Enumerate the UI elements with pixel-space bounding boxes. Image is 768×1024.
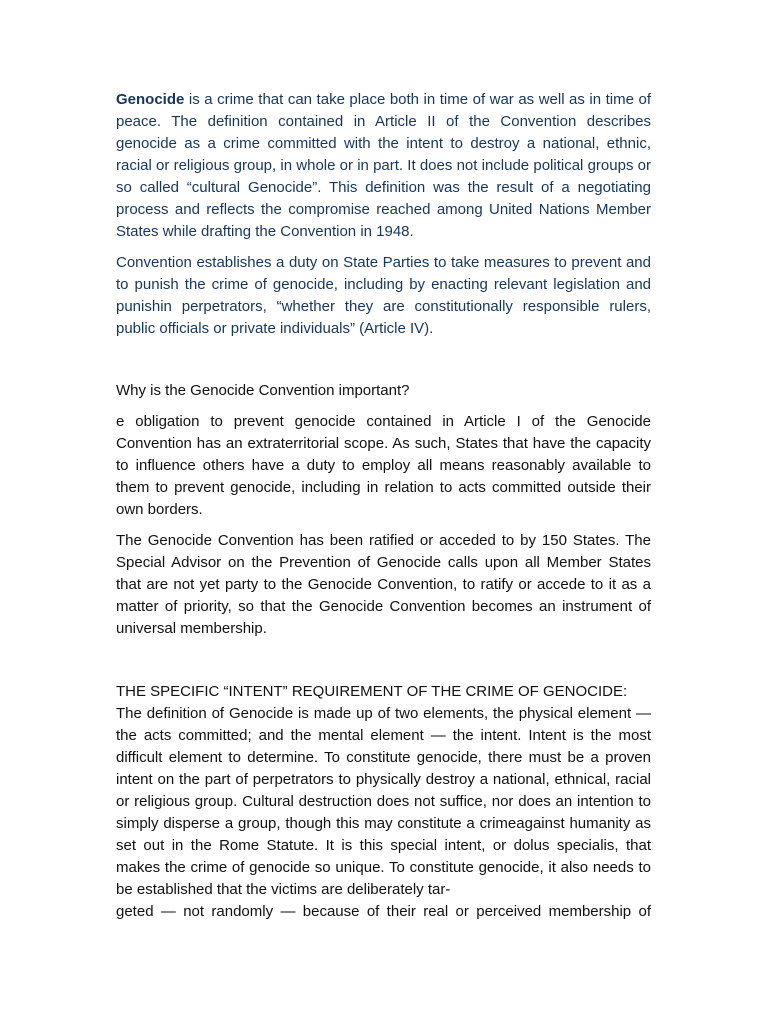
paragraph-intent-continuation: geted — not randomly — because of their real or perceived membership of: [116, 903, 651, 920]
paragraph-ratification: The Genocide Convention has been ratified or acceded to by 150 States. The Special Advisor on the Prevention of Genocide calls upon all Member States that are not yet party to the Genocide Convention, to ratify or accede to it as a matter of priority, so that the Genocide Convention becomes an instrument of universal membership.: [116, 532, 651, 637]
bold-term-genocide: Genocide: [116, 91, 185, 108]
paragraph-genocide-definition-text: is a crime that can take place both in time of war as well as in time of peace. The definition contained in Article II of the Convention describes genocide as a crime committed with the intent to destroy a national, ethnic, racial or religious group, in whole or in part. It does not include political groups or so called “cultural Genocide”. This definition was the result of a negotiating process and reflects the compromise reached among United Nations Member States while drafting the Convention in 1948.: [116, 91, 651, 240]
section-heading-importance: Why is the Genocide Convention important?: [116, 382, 410, 399]
document-page: [116, 89, 651, 923]
paragraph-state-duty: Convention establishes a duty on State Parties to take measures to prevent and to punish the crime of genocide, including by enacting relevant legislation and punishin perpetrators, “whether they are constitutionally responsible rulers, public officials or private individuals” (Article IV).: [116, 254, 651, 337]
section-heading-intent: THE SPECIFIC “INTENT” REQUIREMENT OF THE CRIME OF GENOCIDE:: [116, 683, 628, 700]
paragraph-intent-elements: The definition of Genocide is made up of two elements, the physical element — the acts committed; and the mental element — the intent. Intent is the most difficult element to determine. To constitute genocide, there must be a proven intent on the part of perpetrators to physically destroy a national, ethnical, racial or religious group. Cultural destruction does not suffice, nor does an intention to simply disperse a group, though this may constitute a crimeagainst humanity as set out in the Rome Statute. It is this special intent, or dolus specialis, that makes the crime of genocide so unique. To constitute genocide, it also needs to be established that the victims are deliberately tar-: [116, 705, 651, 898]
paragraph-extraterritorial-scope: e obligation to prevent genocide contained in Article I of the Genocide Convention has an extraterritorial scope. As such, States that have the capacity to influence others have a duty to employ all means reasonably available to them to prevent genocide, including in relation to acts committed outside their own borders.: [116, 413, 651, 518]
paragraph-genocide-definition: [116, 89, 651, 243]
